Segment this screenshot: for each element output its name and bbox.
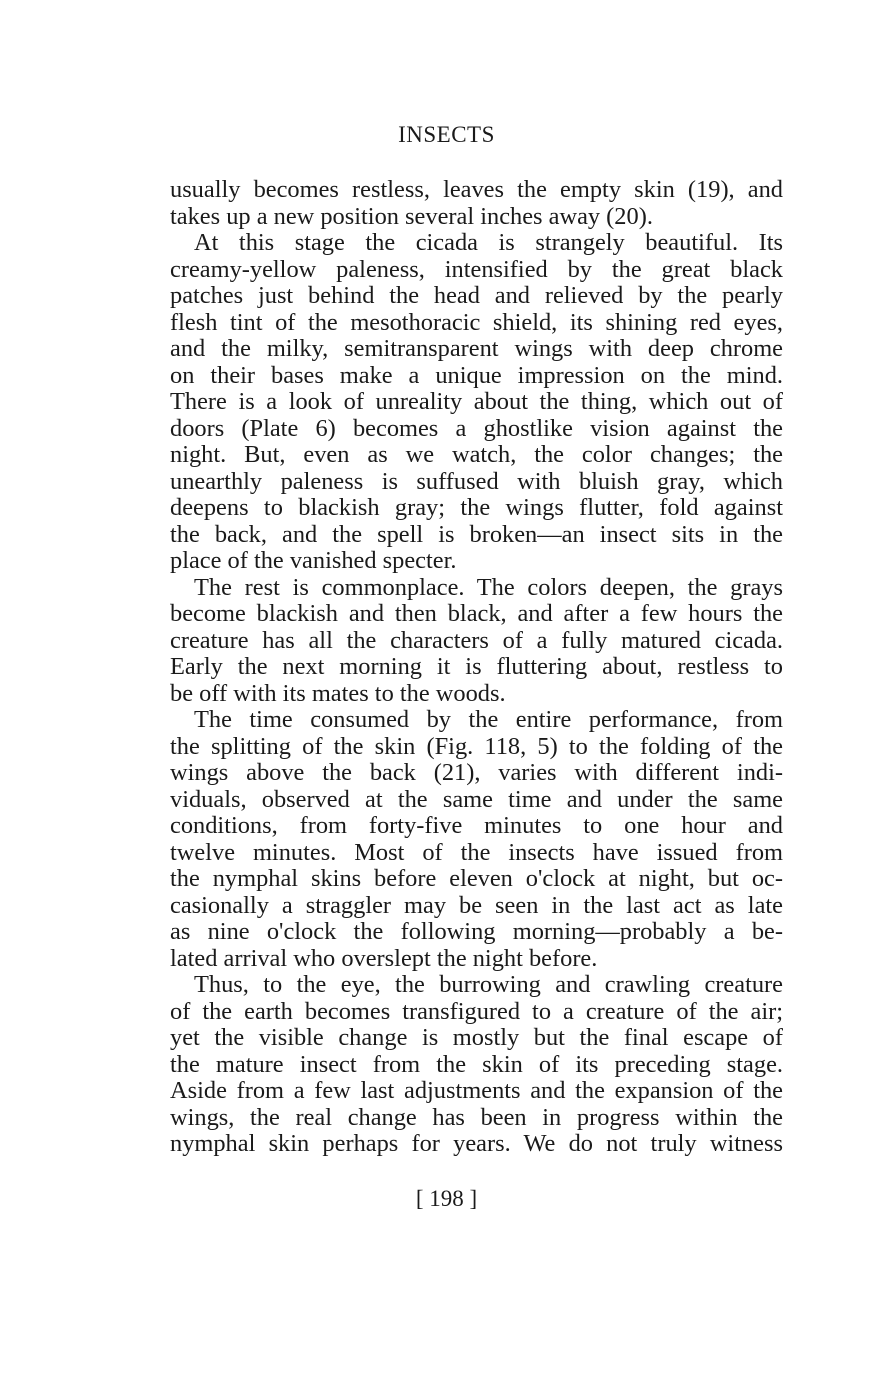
text-line: the mature insect from the skin of its preceding stage. [170, 1050, 783, 1078]
text-line: creature has all the characters of a fully matured cicada. [170, 626, 783, 654]
text-line: be off with its mates to the woods. [170, 679, 506, 707]
running-title: INSECTS [398, 122, 495, 147]
text-line: patches just behind the head and relieved by the pearly [170, 282, 783, 309]
text-line: yet the visible change is mostly but the final escape of [170, 1024, 783, 1051]
text-line: wings above the back (21), varies with different indi- [170, 759, 783, 786]
text-line: place of the vanished specter. [170, 547, 457, 574]
text-line: flesh tint of the mesothoracic shield, its shining red eyes, [170, 308, 783, 336]
text-line: the nymphal skins before eleven o'clock at night, but oc- [170, 865, 783, 892]
text-line: Aside from a few last adjustments and the expansion of the [170, 1077, 783, 1104]
text-line: and the milky, semitransparent wings with deep chrome [170, 335, 783, 362]
text-line: casionally a straggler may be seen in the last act as late [170, 891, 783, 919]
text-line: twelve minutes. Most of the insects have issued from [170, 838, 783, 866]
text-line: usually becomes restless, leaves the empty skin (19), and [170, 176, 783, 203]
text-line: There is a look of unreality about the thing, which out of [170, 388, 783, 415]
text-line: of the earth becomes transfigured to a creature of the air; [170, 997, 783, 1025]
text-line: takes up a new position several inches away (20). [170, 202, 653, 230]
text-line: lated arrival who overslept the night before. [170, 944, 598, 972]
text-line: The rest is commonplace. The colors deepen, the grays [194, 573, 783, 601]
text-line: night. But, even as we watch, the color changes; the [170, 441, 783, 468]
text-line: wings, the real change has been in progress within the [170, 1103, 783, 1131]
text-line: Thus, to the eye, the burrowing and crawling creature [194, 971, 783, 998]
text-line: unearthly paleness is suffused with bluish gray, which [170, 467, 783, 495]
text-line: the splitting of the skin (Fig. 118, 5) to the folding of the [170, 732, 783, 760]
text-line: become blackish and then black, and after a few hours the [170, 600, 783, 627]
text-line: on their bases make a unique impression on the mind. [170, 361, 783, 389]
page-number: [ 198 ] [415, 1186, 478, 1211]
text-line: At this stage the cicada is strangely beautiful. Its [194, 229, 783, 256]
text-line: nymphal skin perhaps for years. We do not truly witness [170, 1130, 783, 1157]
text-line: deepens to blackish gray; the wings flutter, fold against [170, 494, 783, 521]
text-line: doors (Plate 6) becomes a ghostlike vision against the [170, 414, 783, 442]
text-line: The time consumed by the entire performance, from [194, 706, 783, 733]
text-line: viduals, observed at the same time and under the same [170, 785, 783, 813]
text-line: the back, and the spell is broken—an insect sits in the [170, 520, 783, 548]
text-line: creamy-yellow paleness, intensified by the great black [170, 255, 783, 283]
text-line: conditions, from forty-five minutes to one hour and [170, 812, 783, 839]
body-text [170, 177, 783, 1158]
text-line: Early the next morning it is fluttering about, restless to [170, 653, 783, 680]
text-line: as nine o'clock the following morning—probably a be- [170, 918, 783, 945]
